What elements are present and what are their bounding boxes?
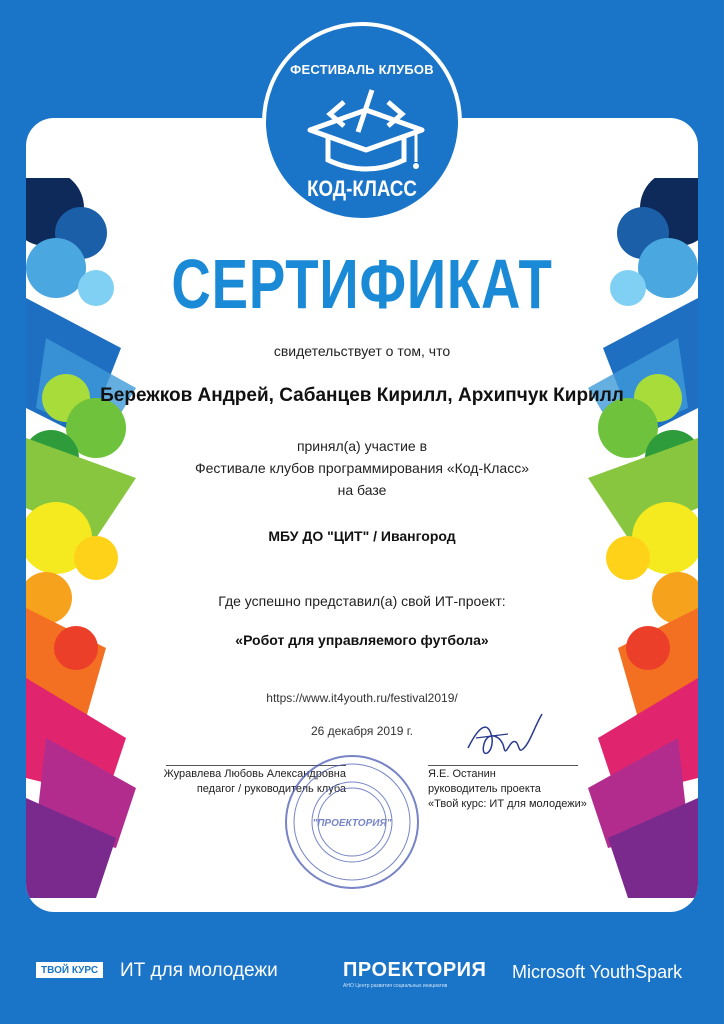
badge-top-text: ФЕСТИВАЛЬ КЛУБОВ (290, 62, 434, 77)
organization-name: МБУ ДО "ЦИТ" / Ивангород (268, 528, 456, 544)
it-youth-logo-text: ИТ для молодежи (120, 960, 278, 981)
project-intro-text: Где успешно представил(а) свой ИТ-проект: (218, 593, 506, 609)
right-signature-block (428, 767, 628, 812)
proektoria-logo: ПРОЕКТОРИЯ (343, 959, 487, 981)
participation-line-1: принял(а) участие в (296, 438, 428, 454)
proektoria-subtitle: АНО Центр развития социальных инициатив (343, 983, 448, 989)
left-signer-name: Журавлева Любовь Александровна (163, 768, 346, 780)
certificate-title: СЕРТИФИКАТ (171, 245, 553, 323)
microsoft-youthspark-logo: Microsoft YouthSpark (512, 962, 683, 982)
festival-url: https://www.it4youth.ru/festival2019/ (266, 691, 458, 705)
project-title: «Робот для управляемого футбола» (235, 632, 489, 648)
participation-line-3: на базе (337, 482, 387, 498)
right-signer-org: «Твой курс: ИТ для молодежи» (428, 798, 587, 810)
festival-badge (262, 22, 462, 222)
certificate-date: 26 декабря 2019 г. (310, 724, 414, 738)
intro-text: свидетельствует о том, что (273, 343, 451, 359)
right-signer-role: руководитель проекта (428, 783, 541, 795)
participant-names: Бережков Андрей, Сабанцев Кирилл, Архипчук Кирилл (100, 385, 624, 406)
code-graduation-cap-icon (304, 82, 428, 172)
right-signer-name: Я.Е. Останин (428, 768, 496, 780)
stamp-center-text: "ПРОЕКТОРИЯ" (312, 818, 392, 829)
proektoria-stamp (282, 752, 422, 892)
handwritten-signature (458, 708, 548, 768)
participation-line-2: Фестивале клубов программирования «Код-Класс» (194, 460, 530, 476)
badge-bottom-text: КОД-КЛАСС (307, 176, 417, 201)
tvoy-kurs-logo: ТВОЙ КУРС (36, 962, 103, 978)
left-signer-role: педагог / руководитель клуба (196, 783, 346, 795)
